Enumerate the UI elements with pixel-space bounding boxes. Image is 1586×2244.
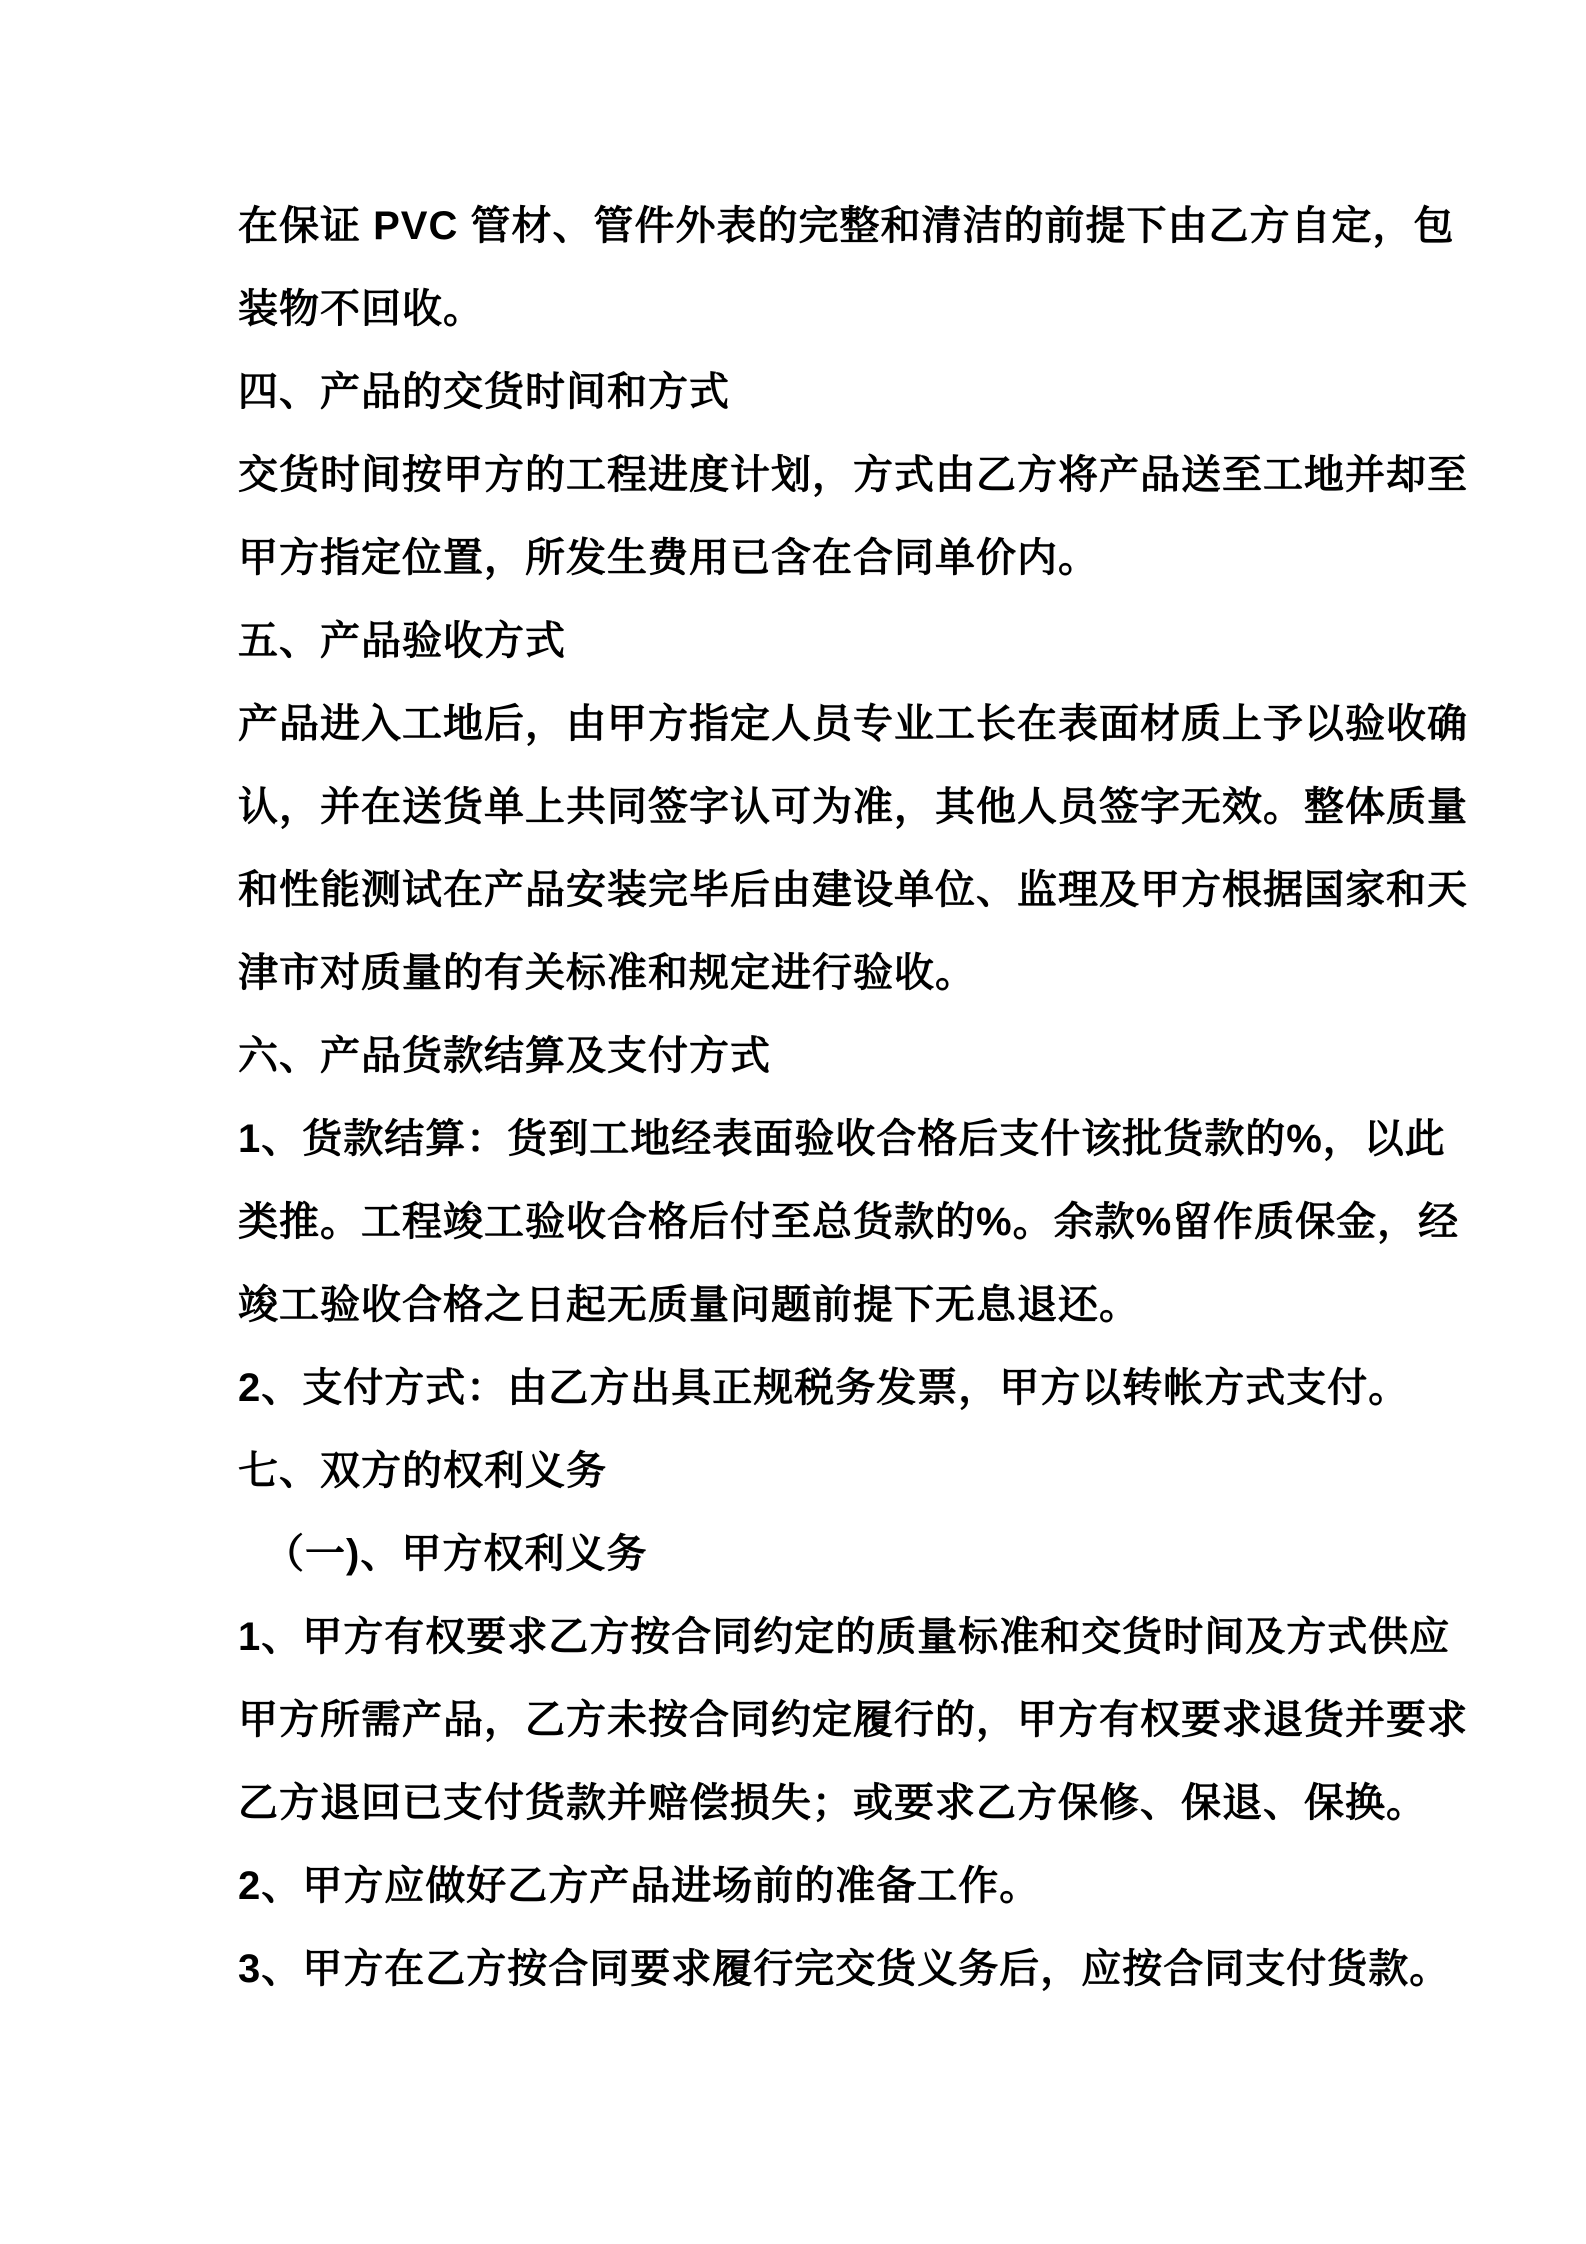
text-line: 和性能测试在产品安装完毕后由建设单位、监理及甲方根据国家和天 bbox=[238, 868, 1468, 912]
text-line: 2、支付方式：由乙方出具正规税务发票，甲方以转帐方式支付。 bbox=[238, 1366, 1410, 1410]
section-heading-4: 四、产品的交货时间和方式 bbox=[238, 370, 730, 414]
document-body bbox=[238, 185, 1468, 2011]
section-heading-7: 七、双方的权利义务 bbox=[238, 1449, 607, 1493]
text-line: 甲方指定位置，所发生费用已含在合同单价内。 bbox=[238, 536, 1099, 580]
text-line: 1、货款结算：货到工地经表面验收合格后支什该批货款的%，以此 bbox=[238, 1117, 1446, 1161]
text-line: 1、甲方有权要求乙方按合同约定的质量标准和交货时间及方式供应 bbox=[238, 1615, 1451, 1659]
text-line: 交货时间按甲方的工程进度计划，方式由乙方将产品送至工地并却至 bbox=[238, 453, 1468, 497]
section-heading-6: 六、产品货款结算及支付方式 bbox=[238, 1034, 771, 1078]
text-line: 津市对质量的有关标准和规定进行验收。 bbox=[238, 951, 976, 995]
text-line: 认，并在送货单上共同签字认可为准，其他人员签字无效。整体质量 bbox=[238, 785, 1468, 829]
text-line: 装物不回收。 bbox=[238, 287, 484, 331]
section-heading-5: 五、产品验收方式 bbox=[238, 619, 566, 663]
text-line: 在保证 PVC 管材、管件外表的完整和清洁的前提下由乙方自定，包 bbox=[238, 204, 1455, 248]
text-line: 竣工验收合格之日起无质量问题前提下无息退还。 bbox=[238, 1283, 1140, 1327]
text-line: 3、甲方在乙方按合同要求履行完交货义务后，应按合同支付货款。 bbox=[238, 1947, 1451, 1991]
text-line: 产品进入工地后，由甲方指定人员专业工长在表面材质上予以验收确 bbox=[238, 702, 1468, 746]
text-line: 甲方所需产品，乙方未按合同约定履行的，甲方有权要求退货并要求 bbox=[238, 1698, 1468, 1742]
text-line: 2、甲方应做好乙方产品进场前的准备工作。 bbox=[238, 1864, 1041, 1908]
text-line: 乙方退回已支付货款并赔偿损失；或要求乙方保修、保退、保换。 bbox=[238, 1781, 1427, 1825]
text-line: 类推。工程竣工验收合格后付至总货款的%。余款%留作质保金，经 bbox=[238, 1200, 1460, 1244]
subsection-heading: （一)、甲方权利义务 bbox=[264, 1532, 648, 1576]
